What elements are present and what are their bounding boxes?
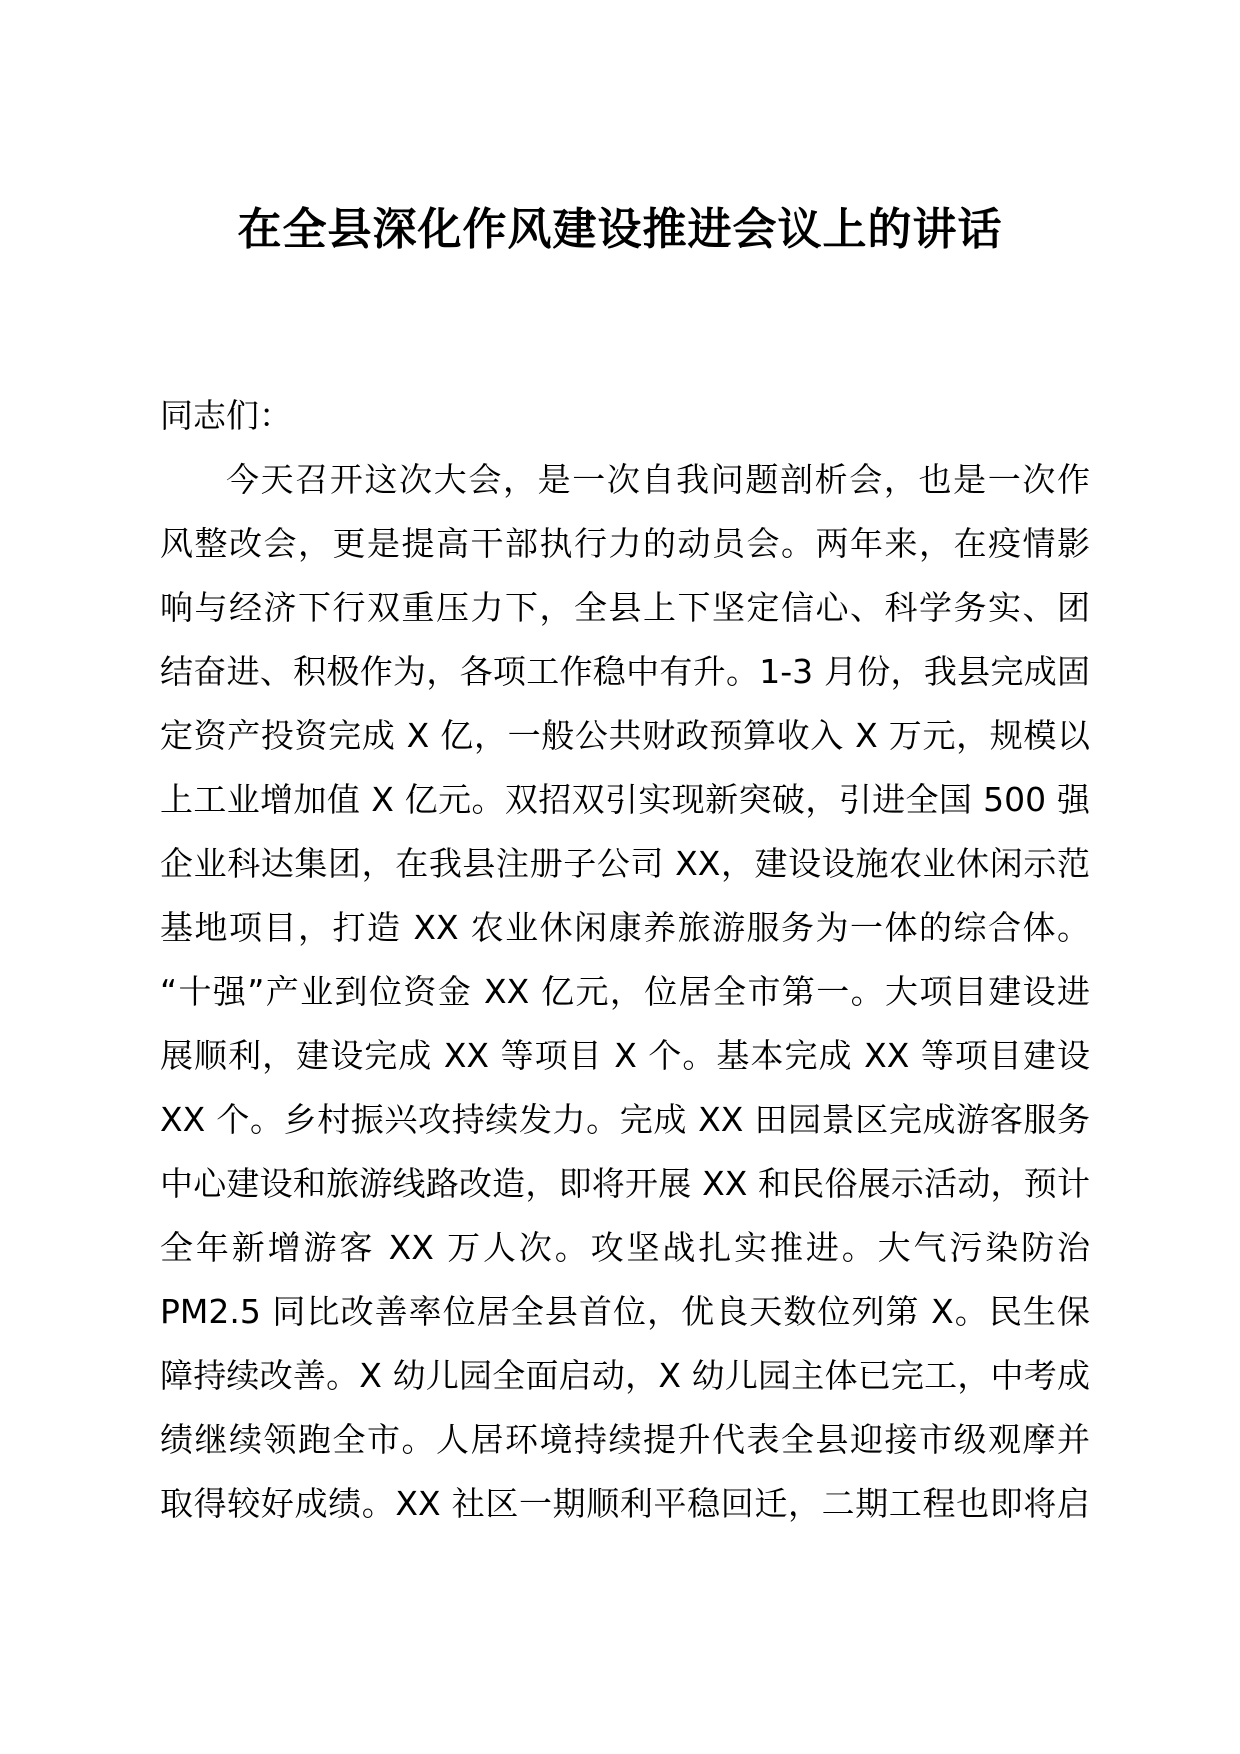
body-line: 展顺利，建设完成 XX 等项目 X 个。基本完成 XX 等项目建设 [160,1036,1090,1075]
body-line: 基地项目，打造 XX 农业休闲康养旅游服务为一体的综合体。 [160,908,1090,947]
salutation: 同志们： [160,396,292,435]
body-line: 定资产投资完成 X 亿，一般公共财政预算收入 X 万元，规模以 [160,716,1090,755]
body-line: 绩继续领跑全市。人居环境持续提升代表全县迎接市级观摩并 [160,1420,1090,1459]
body-line: 中心建设和旅游线路改造，即将开展 XX 和民俗展示活动，预计 [160,1164,1090,1203]
body-line: 今天召开这次大会，是一次自我问题剖析会，也是一次作 [226,460,1090,499]
body-line: 结奋进、积极作为，各项工作稳中有升。1-3 月份，我县完成固 [160,652,1090,691]
body-line: PM2.5 同比改善率位居全县首位，优良天数位列第 X。民生保 [160,1292,1090,1331]
body-line: 上工业增加值 X 亿元。双招双引实现新突破，引进全国 500 强 [160,780,1090,819]
body-line: 全年新增游客 XX 万人次。攻坚战扎实推进。大气污染防治 [160,1228,1090,1267]
body-line: 响与经济下行双重压力下，全县上下坚定信心、科学务实、团 [160,588,1090,627]
body-line: XX 个。乡村振兴攻持续发力。完成 XX 田园景区完成游客服务 [160,1100,1090,1139]
body-line: 风整改会，更是提高干部执行力的动员会。两年来，在疫情影 [160,524,1090,563]
document-title: 在全县深化作风建设推进会议上的讲话 [237,204,1003,255]
body-line: 取得较好成绩。XX 社区一期顺利平稳回迁，二期工程也即将启 [160,1484,1090,1523]
body-line: 障持续改善。X 幼儿园全面启动，X 幼儿园主体已完工，中考成 [160,1356,1090,1395]
body-line: 企业科达集团，在我县注册子公司 XX，建设设施农业休闲示范 [160,844,1090,883]
body-line: “十强”产业到位资金 XX 亿元，位居全市第一。大项目建设进 [160,972,1090,1011]
